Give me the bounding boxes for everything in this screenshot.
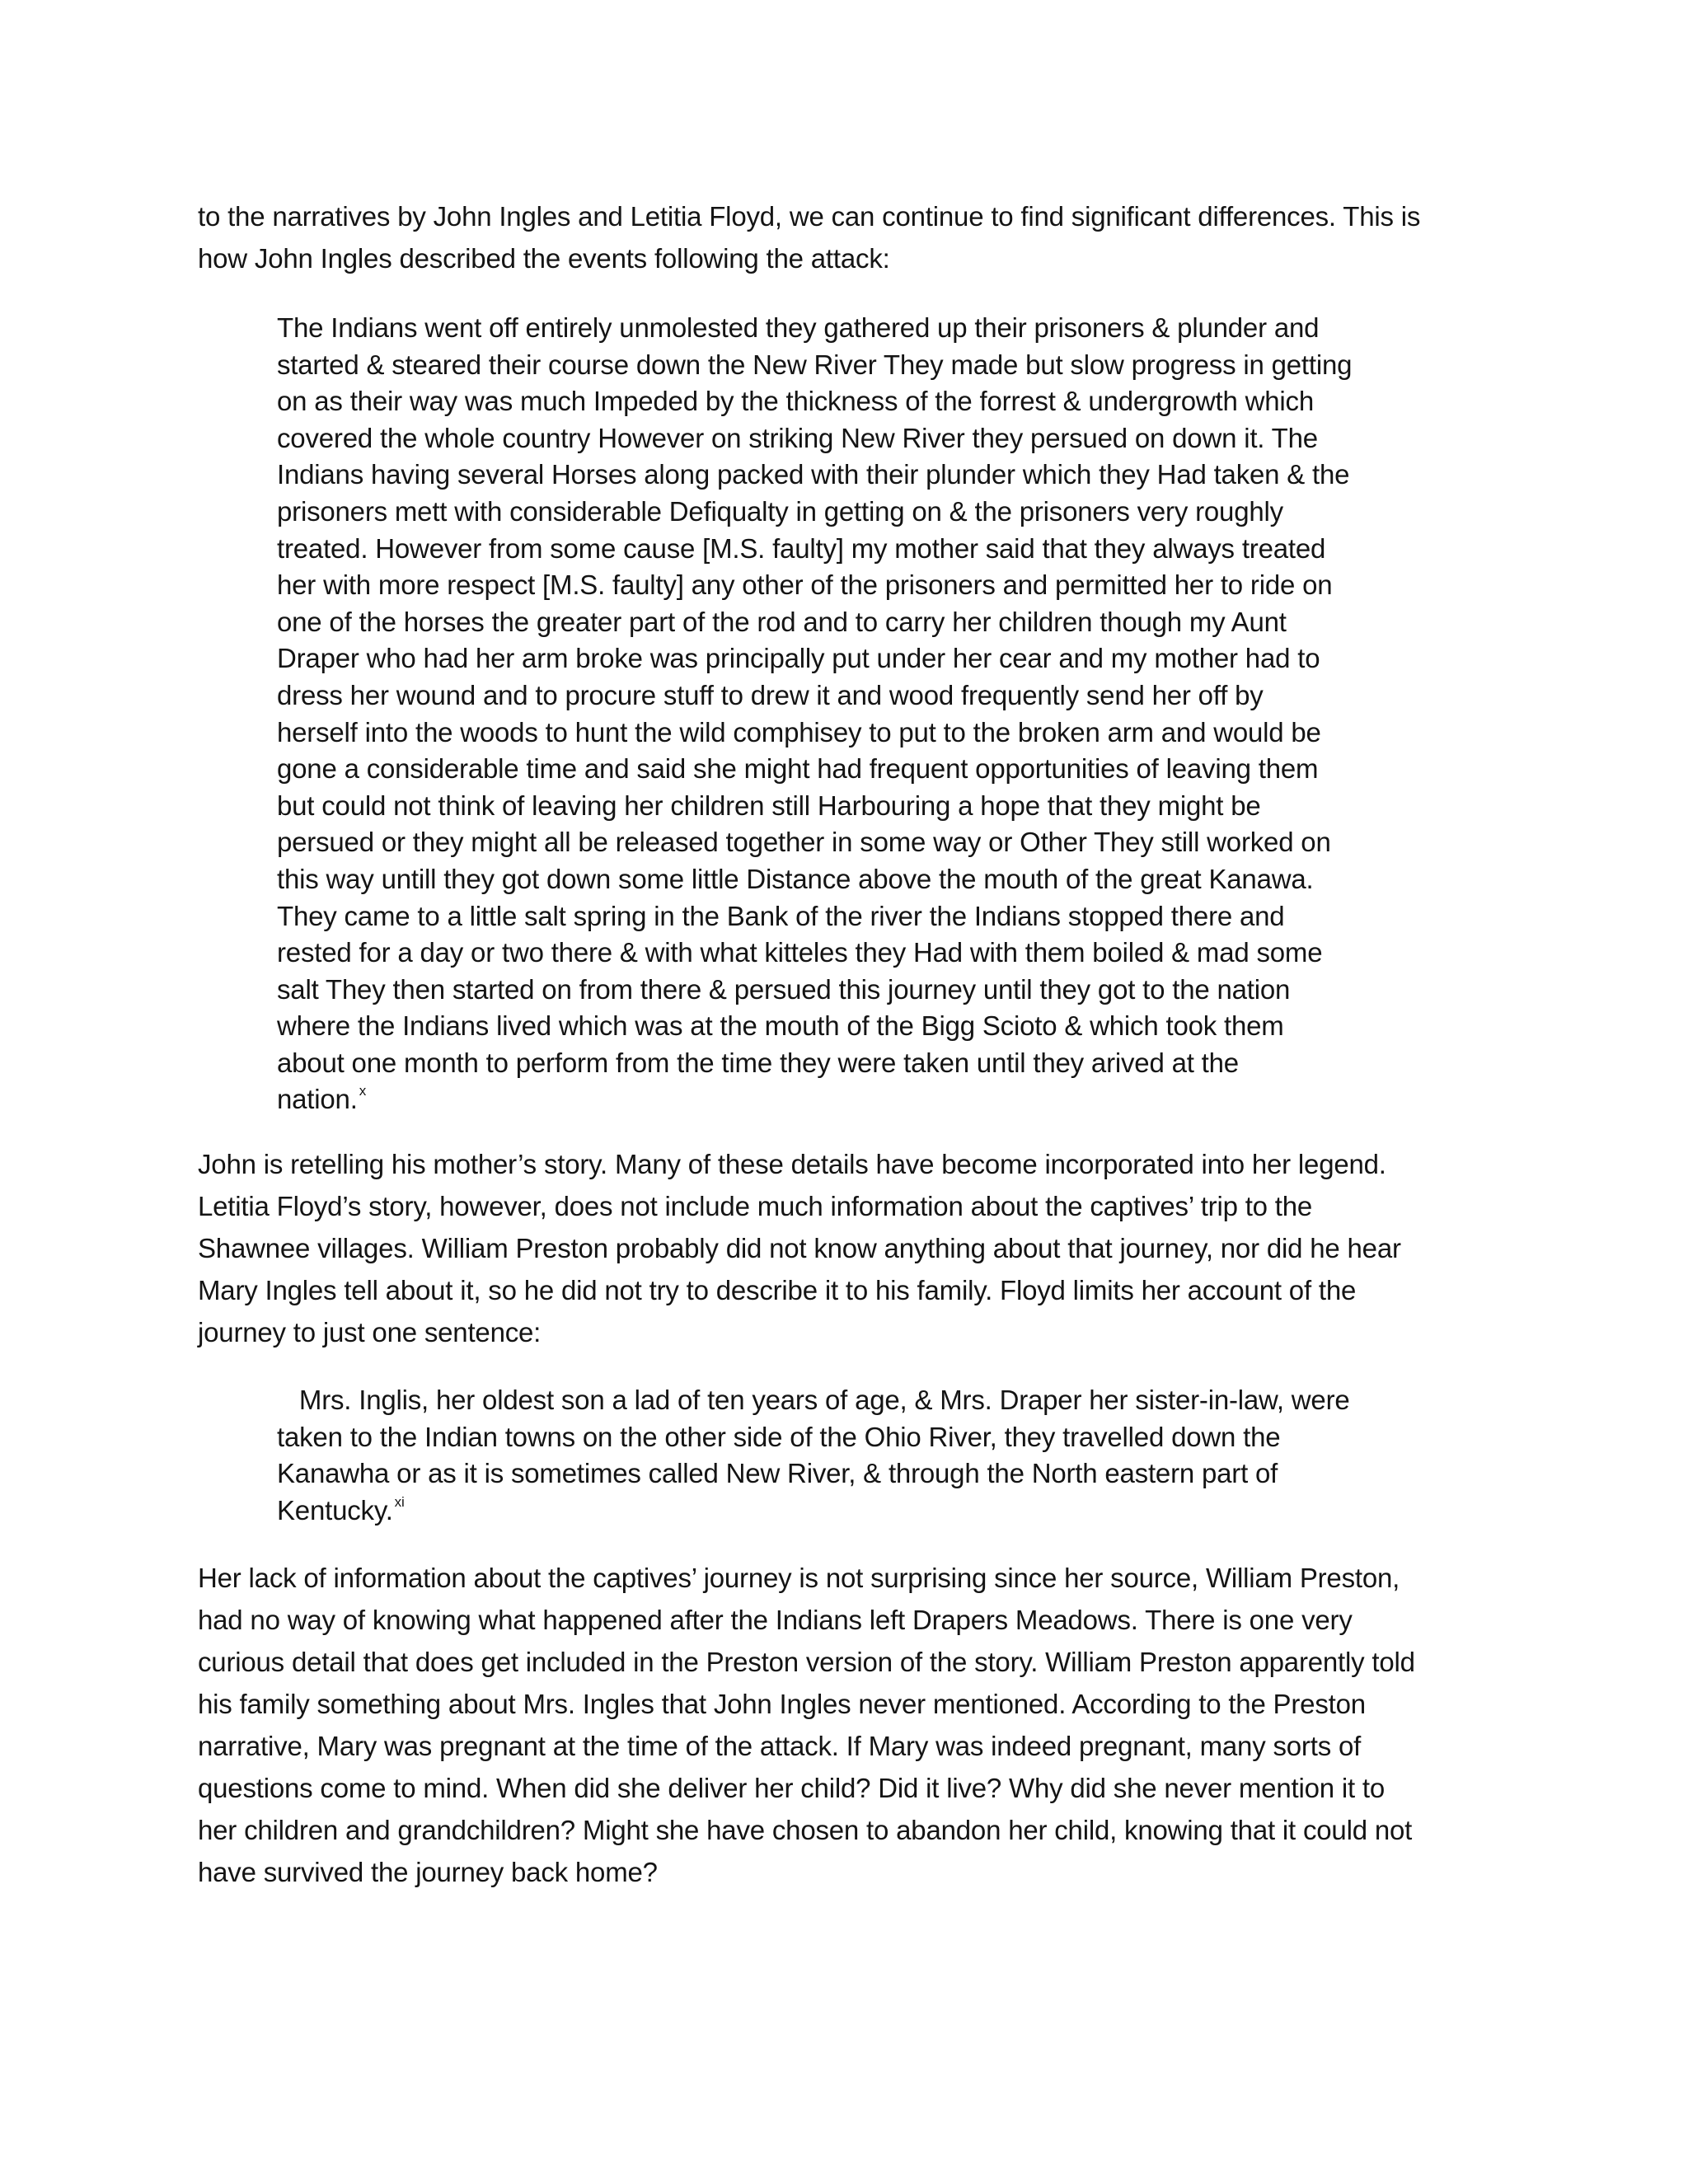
quote-last-line bbox=[277, 1493, 1431, 1535]
quote-line: herself into the woods to hunt the wild comphisey to put to the broken arm and would be bbox=[277, 716, 1321, 748]
quote-line: covered the whole country However on striking New River they persued on down it. The bbox=[277, 422, 1318, 453]
text-line: how John Ingles described the events following the attack: bbox=[198, 243, 890, 274]
block-quote-ingles bbox=[277, 310, 1431, 1123]
endnote-marker-xi: xi bbox=[394, 1493, 405, 1510]
quote-line: prisoners mett with considerable Defiqualty in getting on & the prisoners very roughly bbox=[277, 495, 1283, 527]
block-quote-floyd bbox=[277, 1382, 1431, 1534]
quote-line: but could not think of leaving her children still Harbouring a hope that they might be bbox=[277, 790, 1261, 821]
text-line: have survived the journey back home? bbox=[198, 1857, 658, 1887]
body-paragraph-1 bbox=[198, 195, 1484, 279]
quote-line: persued or they might all be released together in some way or Other They still worked on bbox=[277, 827, 1331, 858]
text-line: John is retelling his mother’s story. Many of these details have become incorporated into her legend. bbox=[198, 1149, 1386, 1179]
text-line: his family something about Mrs. Ingles that John Ingles never mentioned. According to the Preston bbox=[198, 1689, 1366, 1719]
quote-line: about one month to perform from the time they were taken until they arived at the bbox=[277, 1047, 1239, 1078]
quote-line: salt They then started on from there & persued this journey until they got to the nation bbox=[277, 973, 1291, 1005]
body-paragraph-2 bbox=[198, 1143, 1484, 1353]
quote-line: taken to the Indian towns on the other side of the Ohio River, they travelled down the bbox=[277, 1421, 1281, 1452]
text-line: questions come to mind. When did she deliver her child? Did it live? Why did she never mention it to bbox=[198, 1773, 1386, 1803]
quote-line: where the Indians lived which was at the mouth of the Bigg Scioto & which took them bbox=[277, 1010, 1284, 1042]
text-line: Her lack of information about the captives’ journey is not surprising since her source, William Preston, bbox=[198, 1563, 1400, 1593]
quote-last-line-text: nation. bbox=[277, 1084, 358, 1115]
quote-line: her with more respect [M.S. faulty] any other of the prisoners and permitted her to ride on bbox=[277, 569, 1333, 601]
text-line: curious detail that does get included in the Preston version of the story. William Preston apparently told bbox=[198, 1647, 1415, 1677]
text-line: Letitia Floyd’s story, however, does not include much information about the captives’ trip to the bbox=[198, 1191, 1313, 1221]
quote-line: on as their way was much Impeded by the thickness of the forrest & undergrowth which bbox=[277, 386, 1315, 417]
text-line: had no way of knowing what happened after the Indians left Drapers Meadows. There is one very bbox=[198, 1605, 1353, 1635]
quote-line: this way untill they got down some little Distance above the mouth of the great Kanawa. bbox=[277, 863, 1314, 894]
quote-line: Mrs. Inglis, her oldest son a lad of ten years of age, & Mrs. Draper her sister-in-law, were bbox=[277, 1385, 1350, 1415]
quote-line: rested for a day or two there & with what kitteles they Had with them boiled & mad some bbox=[277, 937, 1323, 968]
text-line: narrative, Mary was pregnant at the time of the attack. If Mary was indeed pregnant, many sorts of bbox=[198, 1731, 1362, 1761]
quote-line: Kanawha or as it is sometimes called New River, & through the North eastern part of bbox=[277, 1458, 1278, 1489]
endnote-marker-x: x bbox=[359, 1083, 366, 1099]
quote-line: Indians having several Horses along packed with their plunder which they Had taken & the bbox=[277, 459, 1350, 490]
quote-line: Draper who had her arm broke was principally put under her cear and my mother had to bbox=[277, 643, 1320, 674]
text-line: journey to just one sentence: bbox=[198, 1317, 542, 1347]
quote-line: dress her wound and to procure stuff to drew it and wood frequently send her off by bbox=[277, 679, 1264, 710]
text-line: Shawnee villages. William Preston probably did not know anything about that journey, nor did he hear bbox=[198, 1233, 1401, 1263]
text-line: her children and grandchildren? Might she have chosen to abandon her child, knowing that it could not bbox=[198, 1815, 1413, 1845]
quote-last-line-text: Kentucky. bbox=[277, 1494, 393, 1526]
quote-line: gone a considerable time and said she might had frequent opportunities of leaving them bbox=[277, 753, 1319, 785]
text-line: Mary Ingles tell about it, so he did not try to describe it to his family. Floyd limits her account of the bbox=[198, 1275, 1357, 1305]
quote-line: They came to a little salt spring in the Bank of the river the Indians stopped there and bbox=[277, 900, 1285, 931]
quote-line: one of the horses the greater part of the rod and to carry her children though my Aunt bbox=[277, 606, 1287, 637]
body-paragraph-3 bbox=[198, 1557, 1484, 1893]
quote-line: started & steared their course down the New River They made but slow progress in getting bbox=[277, 349, 1353, 380]
quote-last-line bbox=[277, 1081, 1431, 1123]
text-line: to the narratives by John Ingles and Letitia Floyd, we can continue to find significant differences. This is bbox=[198, 201, 1421, 232]
quote-line: The Indians went off entirely unmolested they gathered up their prisoners & plunder and bbox=[277, 312, 1320, 343]
quote-line: treated. However from some cause [M.S. faulty] my mother said that they always treated bbox=[277, 532, 1326, 564]
